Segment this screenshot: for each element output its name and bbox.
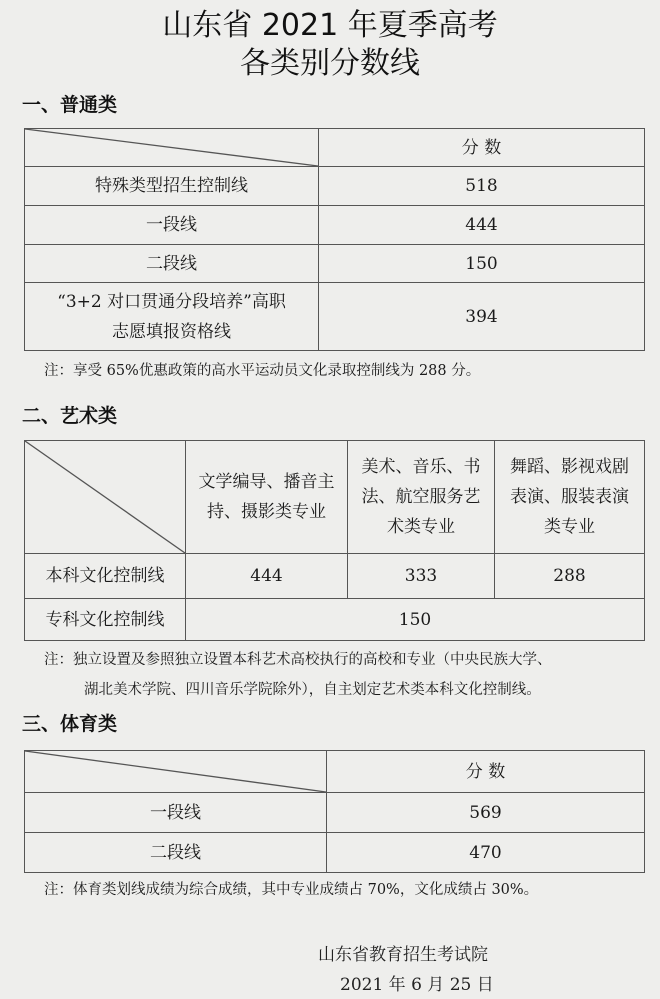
row-label: 二段线 [25, 245, 319, 283]
art-note-line1: 注：独立设置及参照独立设置本科艺术高校执行的高校和专业（中央民族大学、 [44, 652, 552, 668]
header-line: 表演、服装表演 [510, 487, 629, 507]
header-line: 持、摄影类专业 [207, 502, 326, 522]
issue-date: 2021 年 6 月 25 日 [340, 975, 494, 995]
section-general-heading: 一、普通类 [22, 94, 118, 116]
row-value: 444 [186, 554, 348, 599]
row-label-line2: 志愿填报资格线 [112, 321, 231, 342]
title-line1: 山东省 2021 年夏季高考 [162, 8, 498, 43]
row-label: 特殊类型招生控制线 [25, 167, 319, 206]
section-art-heading: 二、艺术类 [22, 405, 118, 427]
row-label: 二段线 [25, 833, 327, 873]
header-line: 文学编导、播音主 [198, 472, 335, 492]
row-value: 470 [327, 833, 645, 873]
sports-note: 注：体育类划线成绩为综合成绩，其中专业成绩占 70%，文化成绩占 30%。 [44, 882, 539, 898]
diagonal-header-cell [25, 441, 186, 554]
score-column-header: 分 数 [327, 751, 645, 793]
diagonal-line [25, 441, 185, 553]
art-col-header-2 [348, 441, 495, 554]
art-note-line2: 湖北美术学院、四川音乐学院除外），自主划定艺术类本科文化控制线。 [84, 682, 541, 698]
issuing-organization: 山东省教育招生考试院 [318, 945, 488, 965]
diagonal-header-cell [25, 751, 327, 793]
art-col-header-3 [495, 441, 645, 554]
row-value: 518 [319, 167, 645, 206]
section-sports-heading: 三、体育类 [22, 713, 118, 735]
header-line: 类专业 [544, 517, 595, 537]
row-label-line1: “3+2 对口贯通分段培养”高职 [57, 291, 286, 312]
row-value: 444 [319, 206, 645, 245]
header-line: 美术、音乐、书 [361, 457, 481, 477]
row-value: 288 [495, 554, 645, 599]
diagonal-line [25, 751, 326, 792]
row-value: 150 [319, 245, 645, 283]
art-col-header-1 [186, 441, 348, 554]
row-label: 一段线 [25, 206, 319, 245]
header-line: 法、航空服务艺 [361, 487, 481, 507]
row-label: 一段线 [25, 793, 327, 833]
sports-table [24, 750, 645, 873]
row-label: 本科文化控制线 [25, 554, 186, 599]
score-column-header: 分 数 [319, 129, 645, 167]
diagonal-header-cell [25, 129, 319, 167]
header-line: 术类专业 [387, 517, 455, 537]
row-label-multiline [25, 283, 319, 351]
general-table [24, 128, 645, 351]
row-value: 333 [348, 554, 495, 599]
row-value: 394 [319, 283, 645, 351]
title-line2: 各类别分数线 [240, 46, 420, 81]
header-line: 舞蹈、影视戏剧 [510, 457, 629, 477]
general-note: 注：享受 65%优惠政策的高水平运动员文化录取控制线为 288 分。 [44, 363, 481, 379]
art-table [24, 440, 645, 641]
row-value: 569 [327, 793, 645, 833]
row-label: 专科文化控制线 [25, 599, 186, 641]
row-value-merged: 150 [186, 599, 645, 641]
diagonal-line [25, 129, 318, 166]
